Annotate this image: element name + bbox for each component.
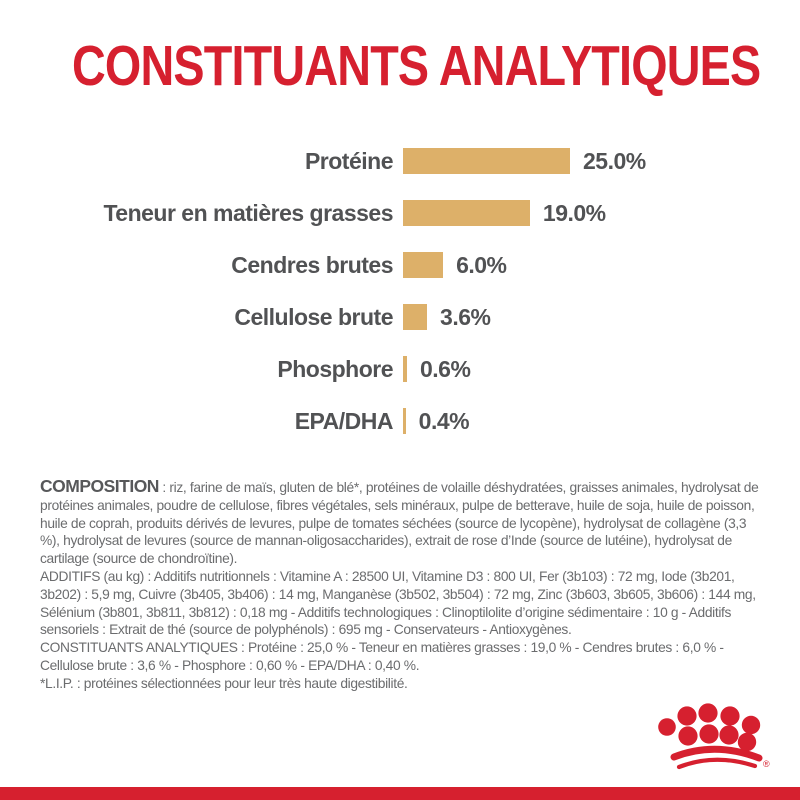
- bottom-red-bar: [0, 787, 800, 800]
- bar-value: 25.0%: [583, 147, 646, 174]
- bar-value: 3.6%: [440, 303, 491, 330]
- bar-label: Cellulose brute: [234, 303, 393, 330]
- composition-body: : riz, farine de maïs, gluten de blé*, protéines de volaille déshydratées, graisses animales, hydrolysat de protéines animales, poudre de cellulose, fibres végétales, sels minéraux, pulpe de betterave, huile de soja, huile de poisson, huile de coprah, produits dérivés de levures, pulpe de tomates séchées (source de lycopène), hydrolysat de collagène (3,3 %), hydrolysat de levures (source de mannan-oligosaccharides), extrait de rose d’Inde (source de lutéine), hydrolysat de cartilage (source de chondroïtine).: [40, 480, 759, 567]
- chart-row: [0, 187, 800, 239]
- bar-label: Teneur en matières grasses: [103, 199, 393, 226]
- page-title: CONSTITUANTS ANALYTIQUES: [72, 34, 761, 98]
- bar: [403, 408, 406, 434]
- bar: [403, 148, 570, 174]
- bar-label: Cendres brutes: [231, 251, 393, 278]
- bar-value: 0.6%: [420, 355, 471, 382]
- additifs-paragraph: ADDITIFS (au kg) : Additifs nutritionnels : Vitamine A : 28500 UI, Vitamine D3 : 800 UI, Fer (3b103) : 72 mg, Iode (3b201, 3b202) : 5,9 mg, Cuivre (3b405, 3b406) : 14 mg, Manganèse (3b502, 3b504) : 72 mg, Zinc (3b603, 3b605, 3b606) : 144 mg, Sélénium (3b801, 3b811, 3b812) : 0,18 mg - Additifs technologiques : Clinoptilolite d’origine sédimentaire : 10 g - Additifs sensoriels : Extrait de thé (source de polyphénols) : 695 mg - Conservateurs - Antioxygènes.: [40, 568, 756, 638]
- analytical-constituents-chart: [0, 135, 800, 447]
- bar: [403, 304, 427, 330]
- bar-value: 0.4%: [418, 407, 470, 434]
- chart-row: [0, 291, 800, 343]
- bar-label: Protéine: [304, 147, 393, 174]
- royal-canin-crown-logo: [658, 703, 776, 777]
- chart-row: [0, 395, 800, 447]
- crown-dots: [658, 703, 760, 751]
- bar-label: EPA/DHA: [294, 407, 393, 434]
- bar: [403, 356, 407, 382]
- lip-note: *L.I.P. : protéines sélectionnées pour leur très haute digestibilité.: [40, 675, 408, 691]
- bar-value: 6.0%: [456, 251, 507, 278]
- bar-label: Phosphore: [277, 355, 393, 382]
- constituants-paragraph: CONSTITUANTS ANALYTIQUES : Protéine : 25,0 % - Teneur en matières grasses : 19,0 % - Cendres brutes : 6,0 % - Cellulose brute : 3,6 % - Phosphore : 0,60 % - EPA/DHA : 0,40 %.: [40, 640, 724, 673]
- chart-row: [0, 343, 800, 395]
- registered-mark: ®: [763, 759, 770, 769]
- chart-row: [0, 239, 800, 291]
- bar: [403, 200, 530, 226]
- composition-paragraph: [40, 478, 764, 568]
- composition-heading: COMPOSITION: [40, 476, 159, 496]
- bar-value: 19.0%: [542, 199, 606, 226]
- ingredients-text-block: [40, 478, 764, 693]
- crown-arcs: [674, 749, 759, 767]
- chart-row: [0, 135, 800, 187]
- bar: [403, 252, 443, 278]
